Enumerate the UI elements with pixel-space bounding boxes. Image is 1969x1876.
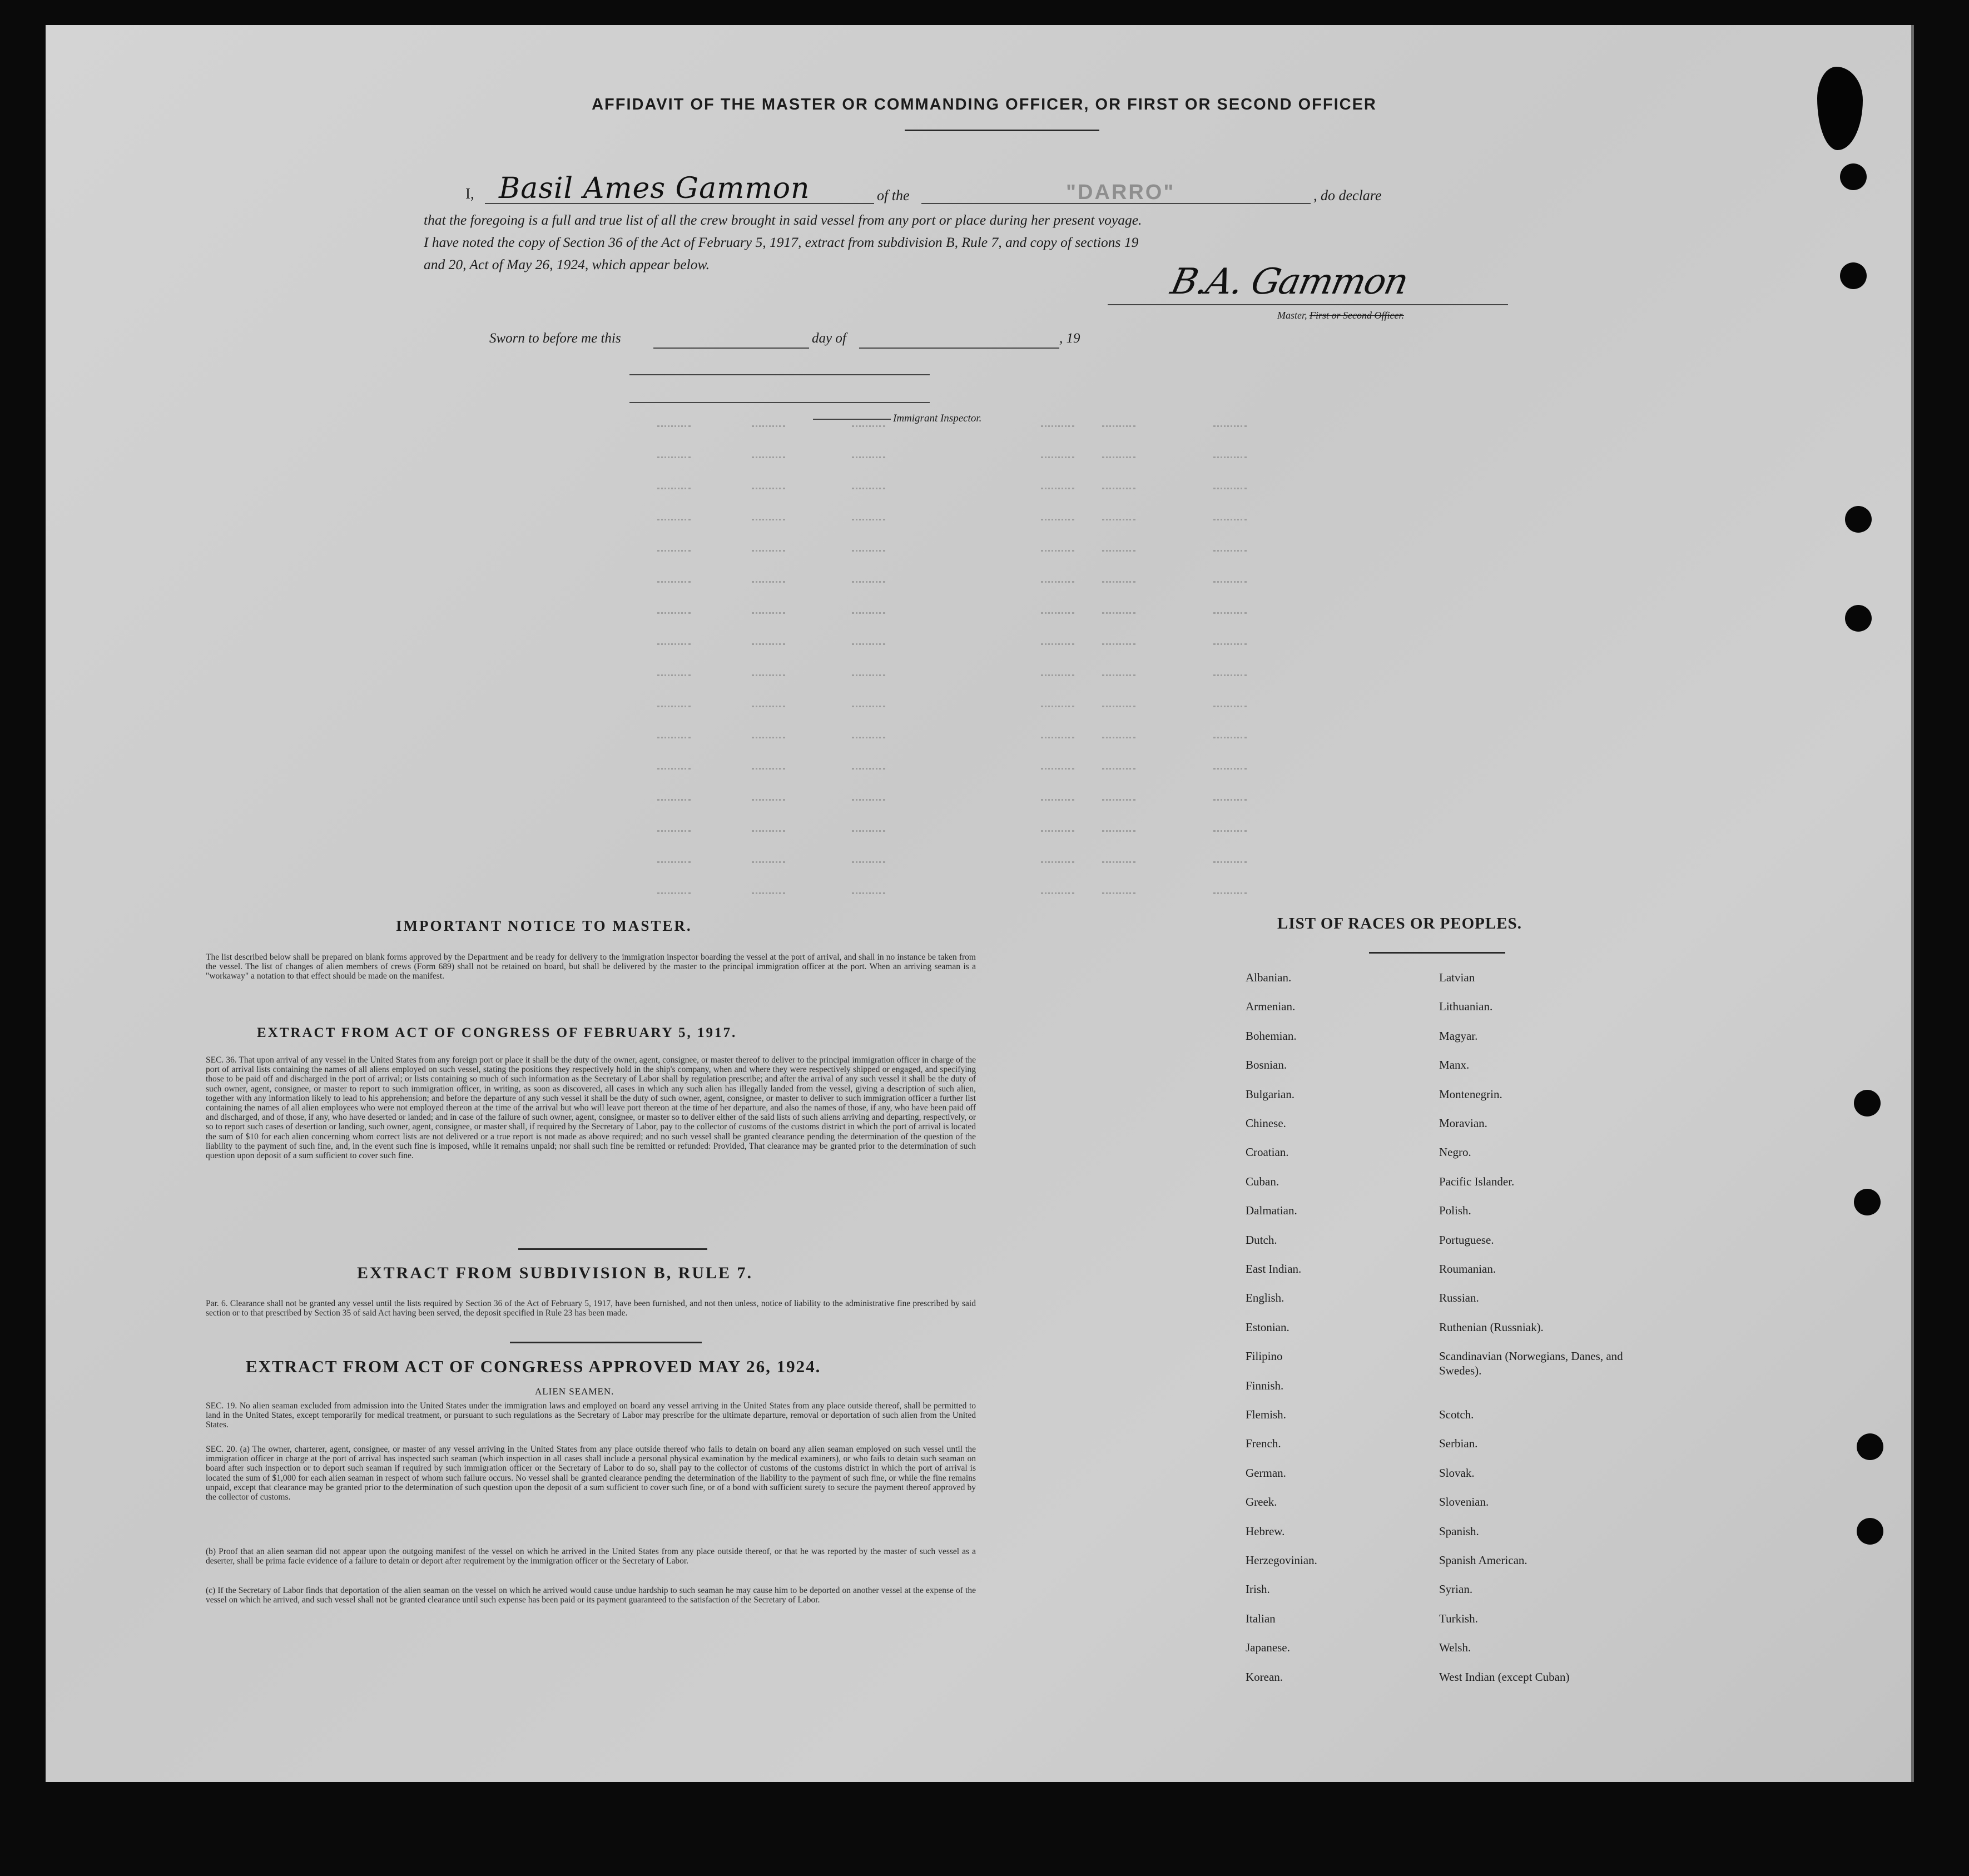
signature-caption	[1277, 310, 1404, 321]
races-title: LIST OF RACES OR PEOPLES.	[1277, 915, 1522, 932]
race-item: Russian.	[1439, 1291, 1479, 1305]
ditto-mark	[657, 830, 691, 834]
race-item: Syrian.	[1439, 1582, 1473, 1596]
ditto-mark	[1213, 550, 1247, 554]
ditto-mark	[1102, 861, 1135, 865]
right-edge-line	[1911, 25, 1914, 1782]
ditto-mark	[1213, 643, 1247, 647]
ditto-mark	[1213, 674, 1247, 678]
extract-1924-title: EXTRACT FROM ACT OF CONGRESS APPROVED MAY 26, 1924.	[246, 1357, 821, 1376]
affidavit-text-1: that the foregoing is a full and true list of all the crew brought in said vessel from any port or place during her present voyage.	[424, 212, 1142, 228]
ditto-mark	[657, 456, 691, 460]
divider-1924	[510, 1342, 702, 1343]
inspector-signature-line-2	[629, 402, 930, 403]
ditto-mark	[1041, 519, 1074, 523]
race-item: Greek.	[1246, 1495, 1277, 1509]
ditto-mark	[852, 830, 885, 834]
ditto-mark	[752, 768, 785, 772]
ditto-mark	[1041, 643, 1074, 647]
ditto-mark	[1041, 425, 1074, 429]
sworn-month-line	[859, 348, 1059, 349]
ditto-mark	[657, 425, 691, 429]
race-item: Turkish.	[1439, 1611, 1478, 1625]
inspector-signature-line	[629, 374, 930, 375]
ditto-mark	[852, 550, 885, 554]
ditto-mark	[852, 674, 885, 678]
ditto-mark	[852, 706, 885, 709]
race-item: Dutch.	[1246, 1233, 1277, 1247]
ditto-mark	[752, 892, 785, 896]
master-name-handwritten: Basil Ames Gammon	[499, 172, 810, 205]
race-item: Albanian.	[1246, 971, 1292, 984]
race-item: Latvian	[1439, 971, 1475, 984]
ditto-mark	[657, 581, 691, 585]
race-item: Bulgarian.	[1246, 1087, 1295, 1101]
ditto-mark	[1213, 892, 1247, 896]
extract-1917-text: SEC. 36. That upon arrival of any vessel in the United States from any foreign port or place it shall be the duty of the owner, agent, consignee, or master thereof to deliver to the principal immigration officer in charge of the port of arrival lists containing the names of all aliens employed on such vessel, stating the positions they respectively hold in the ship's company, when and where they were respectively shipped or engaged, and specifying those to be paid off and discharged in the port of arrival; or lists containing so much of such information as the Secretary of Labor shall by regulation prescribe; and after the arrival of any such vessel it shall be the duty of such owner, agent, consignee, or master to report to such immigration officer, in writing, as soon as discovered, all cases in which any such alien has illegally landed from the vessel, giving a description of such alien, together with any information likely to lead to his apprehension; and before the departure of any such vessel it shall be the duty of such owner, agent, consignee, or master to deliver to such immigration officer a further list containing the names of all alien employees who were not employed thereon at the time of the arrival but who will leave port thereon at the time of her departure, and also the names of those, if any, who have been paid off and discharged, and of those, if any, who have deserted or landed; and in case of the failure of such owner, agent, consignee, or master so to deliver either of the said lists of such aliens arriving and departing, respectively, or so to report such cases of desertion or landing, such owner, agent, consignee, or master shall, if required by the Secretary of Labor, pay to the collector of customs of the customs district in which the port of arrival is located the sum of $10 for each alien concerning whom correct lists are not delivered or a true report is not made as above required; and no such vessel shall be granted clearance pending the determination of the question of the liability to the payment of such fine, and, in the event such fine is imposed, while it remains unpaid; nor shall such fine be remitted or refunded: Provided, That clearance may be granted prior to the determination of such question upon deposit of a sum sufficient to cover such fine.	[206, 1055, 976, 1161]
race-item: Scotch.	[1439, 1408, 1474, 1421]
i-label: I,	[465, 185, 474, 202]
race-item: Cuban.	[1246, 1174, 1279, 1188]
race-item: Roumanian.	[1439, 1262, 1496, 1276]
ditto-mark	[752, 550, 785, 554]
sworn-day-label: day of	[812, 331, 846, 346]
race-item: Spanish.	[1439, 1524, 1479, 1538]
race-item: Negro.	[1439, 1145, 1471, 1159]
ditto-mark	[1102, 550, 1135, 554]
extract-rule7-text: Par. 6. Clearance shall not be granted any vessel until the lists required by Section 36 of the Act of February 5, 1917, have been furnished, and not then unless, notice of liability to the administrative fine prescribed by said section or to that prescribed by Section 35 of said Act having been served, the deposit specified in Rule 23 has been made.	[206, 1299, 976, 1318]
punch-hole	[1845, 506, 1872, 533]
caption-struck: First or Second Officer.	[1310, 310, 1404, 321]
ditto-mark	[657, 861, 691, 865]
ditto-mark	[657, 799, 691, 803]
ditto-mark	[852, 425, 885, 429]
extract-rule7-title: EXTRACT FROM SUBDIVISION B, RULE 7.	[357, 1264, 753, 1282]
race-item: French.	[1246, 1437, 1281, 1451]
master-signature: B.A. Gammon	[1167, 261, 1411, 302]
ditto-mark	[852, 768, 885, 772]
inspector-label: Immigrant Inspector.	[893, 413, 982, 424]
ditto-mark	[1041, 456, 1074, 460]
race-item: West Indian (except Cuban)	[1439, 1670, 1570, 1684]
caption-master: Master,	[1277, 310, 1307, 321]
ditto-mark	[752, 706, 785, 709]
ditto-mark	[752, 861, 785, 865]
ditto-mark	[752, 799, 785, 803]
ditto-mark	[657, 892, 691, 896]
affidavit-text-2: I have noted the copy of Section 36 of the Act of February 5, 1917, extract from subdivision B, Rule 7, and copy of sections 19	[424, 234, 1139, 250]
ditto-mark	[657, 488, 691, 492]
ditto-mark	[1041, 581, 1074, 585]
affidavit-title: AFFIDAVIT OF THE MASTER OR COMMANDING OFFICER, OR FIRST OR SECOND OFFICER	[592, 96, 1377, 113]
race-item: Slovenian.	[1439, 1495, 1489, 1509]
ditto-mark	[1102, 581, 1135, 585]
ditto-mark	[852, 456, 885, 460]
ditto-mark	[1102, 488, 1135, 492]
punch-hole	[1845, 605, 1872, 632]
ditto-mark	[1102, 830, 1135, 834]
race-item: Flemish.	[1246, 1408, 1286, 1421]
race-item: Scandinavian (Norwegians, Danes, and Swedes).	[1439, 1349, 1623, 1378]
ditto-mark	[1213, 519, 1247, 523]
signature-line	[1108, 304, 1508, 305]
punch-hole	[1854, 1189, 1881, 1215]
ditto-mark	[1102, 799, 1135, 803]
race-item: Polish.	[1439, 1204, 1471, 1218]
extract-1924-sec19: SEC. 19. No alien seaman excluded from admission into the United States under the immigration laws and employed on board any vessel arriving in the United States from any place outside thereof, shall be permitted to land in the United States, except temporarily for medical treatment, or pursuant to such regulations as the Secretary of Labor may prescribe for the ultimate departure, removal or deportation of such alien from the United States.	[206, 1401, 976, 1430]
sworn-prefix: Sworn to before me this	[489, 331, 621, 346]
ditto-mark	[1102, 519, 1135, 523]
ditto-mark	[1213, 861, 1247, 865]
ditto-mark	[1102, 737, 1135, 741]
race-item: Herzegovinian.	[1246, 1554, 1317, 1567]
race-item: Serbian.	[1439, 1437, 1478, 1451]
ditto-mark	[752, 737, 785, 741]
race-item: English.	[1246, 1291, 1284, 1305]
punch-hole	[1857, 1433, 1883, 1460]
punch-hole	[1857, 1518, 1883, 1545]
race-item: Bohemian.	[1246, 1029, 1297, 1043]
ditto-mark	[852, 892, 885, 896]
ditto-mark	[1213, 737, 1247, 741]
ditto-mark	[657, 706, 691, 709]
master-name-line	[485, 203, 874, 204]
ditto-mark	[1102, 456, 1135, 460]
punch-hole	[1840, 163, 1867, 190]
extract-1924-subtitle: ALIEN SEAMEN.	[535, 1386, 614, 1397]
ditto-mark	[1041, 799, 1074, 803]
ditto-mark	[852, 581, 885, 585]
race-item: Japanese.	[1246, 1641, 1290, 1655]
race-item: Welsh.	[1439, 1641, 1471, 1655]
extract-1924-sec20b: (b) Proof that an alien seaman did not appear upon the outgoing manifest of the vessel on which he arrived in the United States from any place outside thereof, or that he was reported by the master of such vessel as a deserter, shall be prima facie evidence of a failure to detain or deport after requirement by the immigration officer or the Secretary of Labor.	[206, 1547, 976, 1566]
ditto-mark	[1041, 674, 1074, 678]
ditto-mark	[1102, 768, 1135, 772]
sworn-year-label: , 19	[1059, 331, 1080, 346]
ditto-mark	[1102, 892, 1135, 896]
race-item: Filipino	[1246, 1349, 1283, 1363]
race-item: Estonian.	[1246, 1320, 1289, 1334]
ditto-mark	[1213, 799, 1247, 803]
divider-rule-7	[518, 1248, 707, 1250]
race-item: Bosnian.	[1246, 1058, 1287, 1072]
ditto-mark	[752, 425, 785, 429]
ditto-mark	[1041, 768, 1074, 772]
race-item: Spanish American.	[1439, 1554, 1527, 1567]
race-item: Armenian.	[1246, 1000, 1296, 1014]
race-item: East Indian.	[1246, 1262, 1302, 1276]
ditto-mark	[852, 643, 885, 647]
ditto-mark	[1041, 706, 1074, 709]
ditto-mark	[1213, 768, 1247, 772]
ditto-mark	[657, 612, 691, 616]
ditto-mark	[852, 861, 885, 865]
race-item: Finnish.	[1246, 1378, 1284, 1392]
race-item: Irish.	[1246, 1582, 1270, 1596]
race-item: Montenegrin.	[1439, 1087, 1502, 1101]
notice-text: The list described below shall be prepared on blank forms approved by the Department and be ready for delivery to the immigration inspector boarding the vessel at the port of arrival, and shall in no instance be taken from the vessel. The list of changes of alien members of crews (Form 689) shall not be retained on board, but shall be delivered by the master to the principal immigration officer at the port. When an arriving seaman is a "workaway" a notation to that effect should be made on the manifest.	[206, 952, 976, 981]
title-underline	[905, 130, 1099, 131]
ditto-mark	[752, 830, 785, 834]
race-item: German.	[1246, 1466, 1286, 1480]
ditto-mark	[657, 737, 691, 741]
race-item: Magyar.	[1439, 1029, 1478, 1043]
ditto-mark	[1102, 674, 1135, 678]
ditto-mark	[657, 550, 691, 554]
race-item: Moravian.	[1439, 1116, 1487, 1130]
races-title-underline	[1369, 952, 1505, 954]
race-item: Pacific Islander.	[1439, 1174, 1515, 1188]
ditto-mark	[1102, 643, 1135, 647]
affidavit-text-3: and 20, Act of May 26, 1924, which appear below.	[424, 256, 710, 272]
ditto-mark	[1041, 892, 1074, 896]
ink-blot	[1817, 67, 1863, 150]
inspector-row	[813, 413, 981, 425]
extract-1917-title: EXTRACT FROM ACT OF CONGRESS OF FEBRUARY 5, 1917.	[257, 1025, 737, 1040]
ditto-mark	[1213, 425, 1247, 429]
race-item: Hebrew.	[1246, 1524, 1285, 1538]
notice-title: IMPORTANT NOTICE TO MASTER.	[396, 917, 692, 934]
do-declare-label: , do declare	[1313, 187, 1382, 204]
race-item: Ruthenian (Russniak).	[1439, 1320, 1544, 1334]
affidavit-line-1	[465, 172, 1522, 209]
ditto-mark	[1213, 612, 1247, 616]
race-item: Italian	[1246, 1611, 1276, 1625]
ditto-mark	[752, 581, 785, 585]
ditto-mark	[752, 674, 785, 678]
ditto-mark	[657, 519, 691, 523]
race-item: Korean.	[1246, 1670, 1283, 1684]
race-item: Slovak.	[1439, 1466, 1475, 1480]
ditto-mark	[1041, 861, 1074, 865]
race-item: Chinese.	[1246, 1116, 1286, 1130]
ditto-mark	[852, 488, 885, 492]
document-page	[46, 25, 1914, 1782]
ditto-mark	[1102, 612, 1135, 616]
ditto-mark	[1102, 706, 1135, 709]
race-item: Croatian.	[1246, 1145, 1289, 1159]
ditto-mark	[657, 643, 691, 647]
ditto-mark	[1041, 612, 1074, 616]
ditto-mark	[1213, 456, 1247, 460]
ditto-mark	[1041, 550, 1074, 554]
race-item: Lithuanian.	[1439, 1000, 1493, 1014]
ditto-mark	[852, 799, 885, 803]
of-the-label: of the	[877, 187, 910, 204]
race-item: Portuguese.	[1439, 1233, 1494, 1247]
vessel-name-stamp: "DARRO"	[1066, 181, 1176, 204]
extract-1924-sec20c: (c) If the Secretary of Labor finds that deportation of the alien seaman on the vessel on which he arrived would cause undue hardship to such seaman he may cause him to be deported on another vessel at the expense of the vessel on which he arrived, and such vessel shall not be granted clearance until such expense has been paid or its payment guaranteed to the satisfaction of the Secretary of Labor.	[206, 1586, 976, 1605]
race-item: Manx.	[1439, 1058, 1470, 1072]
sworn-line	[489, 331, 1157, 353]
ditto-mark	[1213, 581, 1247, 585]
punch-hole	[1854, 1090, 1881, 1116]
ditto-mark	[852, 612, 885, 616]
ditto-mark	[1041, 737, 1074, 741]
race-item: Dalmatian.	[1246, 1204, 1297, 1218]
ditto-mark	[752, 612, 785, 616]
ditto-mark	[657, 674, 691, 678]
ditto-mark	[752, 488, 785, 492]
ditto-mark	[1213, 488, 1247, 492]
ditto-mark	[852, 737, 885, 741]
ditto-mark	[752, 643, 785, 647]
ditto-mark	[752, 456, 785, 460]
ditto-mark	[852, 519, 885, 523]
ditto-mark	[1102, 425, 1135, 429]
ditto-mark	[752, 519, 785, 523]
ditto-mark	[657, 768, 691, 772]
extract-1924-sec20a: SEC. 20. (a) The owner, charterer, agent, consignee, or master of any vessel arriving in the United States from any place outside thereof who fails to detain on board any alien seaman employed on such vessel until the immigration officer in charge at the port of arrival has inspected such seaman (which inspection in all cases shall include a personal physical examination by the medical examiners), or who fails to detain such seaman on board after such inspection or to deport such seaman if required by such immigration officer or the Secretary of Labor to do so, shall pay to the collector of customs of the customs district in which the port of arrival is located the sum of $1,000 for each alien seaman in respect of whom such failure occurs. No vessel shall be granted clearance pending the determination of the liability to the payment of such fine, or while the fine remains unpaid, except that clearance may be granted prior to the determination of such question upon the deposit of a sum sufficient to cover such fine, or of a bond with sufficient surety to secure the payment thereof approved by the collector of customs.	[206, 1445, 976, 1502]
ditto-mark	[1213, 706, 1247, 709]
ditto-mark	[1041, 488, 1074, 492]
sworn-day-line	[653, 348, 809, 349]
punch-hole	[1840, 262, 1867, 289]
ditto-mark	[1041, 830, 1074, 834]
ditto-mark	[1213, 830, 1247, 834]
